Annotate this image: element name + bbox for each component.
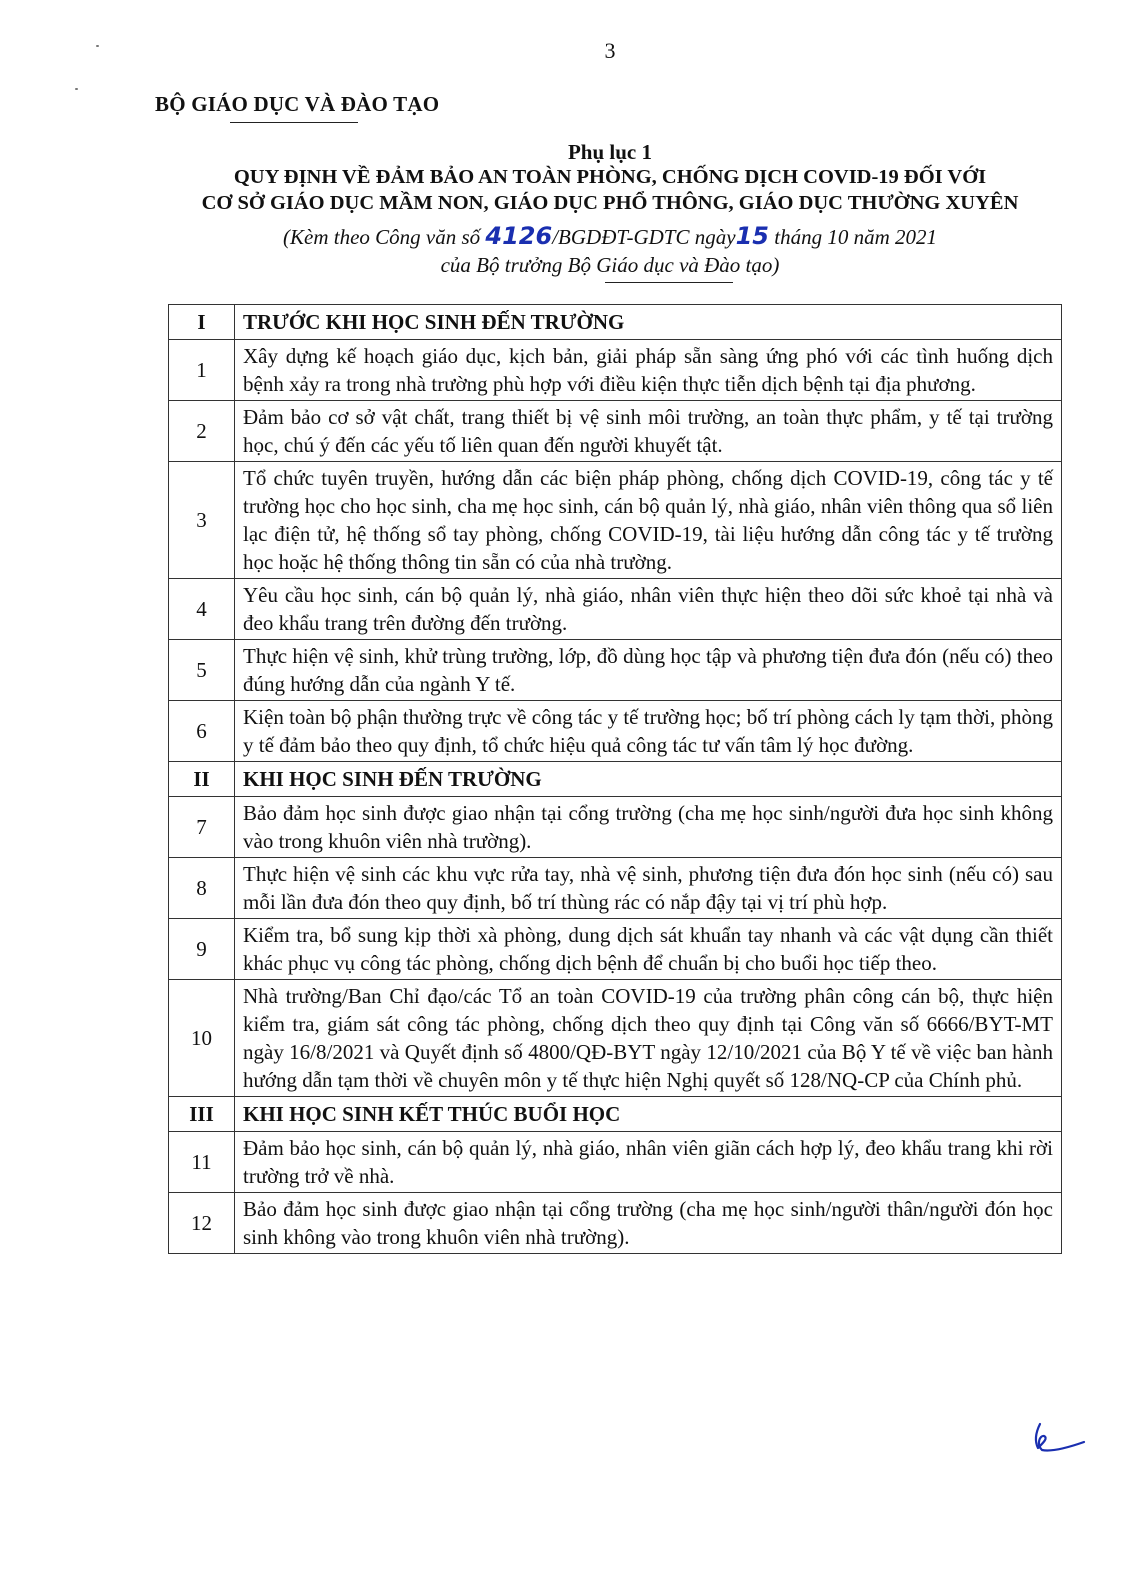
section-number: I xyxy=(169,305,235,340)
item-number: 12 xyxy=(169,1193,235,1254)
section-number: III xyxy=(169,1097,235,1132)
table-row xyxy=(169,462,1062,579)
table-row xyxy=(169,401,1062,462)
item-text: Thực hiện vệ sinh các khu vực rửa tay, nhà vệ sinh, phương tiện đưa đón học sinh (nếu có) sau mỗi lần đưa đón theo quy định, bố trí thùng rác có nắp đậy tại vị trí phù hợp. xyxy=(235,858,1062,919)
item-number: 6 xyxy=(169,701,235,762)
appendix-title-line-1: QUY ĐỊNH VỀ ĐẢM BẢO AN TOÀN PHÒNG, CHỐNG DỊCH COVID-19 ĐỐI VỚI xyxy=(233,166,987,188)
table-row xyxy=(169,797,1062,858)
item-number: 10 xyxy=(169,980,235,1097)
item-number: 11 xyxy=(169,1132,235,1193)
item-text: Tổ chức tuyên truyền, hướng dẫn các biện pháp phòng, chống dịch COVID-19, công tác y tế trường học cho học sinh, cha mẹ học sinh, cán bộ quản lý, nhà giáo, nhân viên thông qua sổ liên lạc điện tử, hệ thống sổ tay phòng, chống COVID-19, tài liệu hướng dẫn công tác y tế trường học hoặc hệ thống thông tin sẵn có của nhà trường. xyxy=(235,462,1062,579)
item-text: Kiện toàn bộ phận thường trực về công tác y tế trường học; bố trí phòng cách ly tạm thời, phòng y tế đảm bảo theo quy định, tổ chức hiệu quả công tác tư vấn tâm lý học đường. xyxy=(235,701,1062,762)
scan-speck xyxy=(96,45,99,47)
item-number: 2 xyxy=(169,401,235,462)
table-row xyxy=(169,919,1062,980)
table-row xyxy=(169,701,1062,762)
initials-signature xyxy=(1022,1418,1092,1458)
reference-suffix: tháng 10 năm 2021 xyxy=(768,225,937,249)
item-text: Nhà trường/Ban Chỉ đạo/các Tổ an toàn COVID-19 của trường phân công cán bộ, thực hiện kiểm tra, giám sát công tác phòng, chống dịch theo quy định tại Công văn số 6666/BYT-MT ngày 16/8/2021 và Quyết định số 4800/QĐ-BYT ngày 12/10/2021 của Bộ Y tế về việc ban hành hướng dẫn tạm thời về chuyên môn y tế thực hiện Nghị quyết số 128/NQ-CP của Chính phủ. xyxy=(235,980,1062,1097)
item-text: Xây dựng kế hoạch giáo dục, kịch bản, giải pháp sẵn sàng ứng phó với các tình huống dịch bệnh xảy ra trong nhà trường phù hợp với điều kiện thực tiễn dịch bệnh tại địa phương. xyxy=(235,340,1062,401)
appendix-title-line-2: CƠ SỞ GIÁO DỤC MẦM NON, GIÁO DỤC PHỔ THÔNG, GIÁO DỤC THƯỜNG XUYÊN xyxy=(201,192,1019,214)
item-text: Thực hiện vệ sinh, khử trùng trường, lớp, đồ dùng học tập và phương tiện đưa đón (nếu có) theo đúng hướng dẫn của ngành Y tế. xyxy=(235,640,1062,701)
section-row xyxy=(169,762,1062,797)
regulation-table xyxy=(168,304,1062,1254)
table-row xyxy=(169,579,1062,640)
item-number: 7 xyxy=(169,797,235,858)
section-number: II xyxy=(169,762,235,797)
section-title: KHI HỌC SINH KẾT THÚC BUỔI HỌC xyxy=(235,1097,1062,1132)
item-text: Đảm bảo cơ sở vật chất, trang thiết bị vệ sinh môi trường, an toàn thực phẩm, y tế tại trường học, chú ý đến các yếu tố liên quan đến người khuyết tật. xyxy=(235,401,1062,462)
table-row xyxy=(169,1193,1062,1254)
section-title: KHI HỌC SINH ĐẾN TRƯỜNG xyxy=(235,762,1062,797)
appendix-label: Phụ lục 1 xyxy=(567,140,653,164)
reference-line-2: của Bộ trưởng Bộ Giáo dục và Đào tạo) xyxy=(440,253,780,277)
item-text: Đảm bảo học sinh, cán bộ quản lý, nhà giáo, nhân viên giãn cách hợp lý, đeo khẩu trang khi rời trường trở về nhà. xyxy=(235,1132,1062,1193)
item-number: 3 xyxy=(169,462,235,579)
item-text: Yêu cầu học sinh, cán bộ quản lý, nhà giáo, nhân viên thực hiện theo dõi sức khoẻ tại nhà và đeo khẩu trang trên đường đến trường. xyxy=(235,579,1062,640)
item-text: Bảo đảm học sinh được giao nhận tại cổng trường (cha mẹ học sinh/người thân/người đón học sinh không vào trong khuôn viên nhà trường). xyxy=(235,1193,1062,1254)
table-row xyxy=(169,980,1062,1097)
item-number: 8 xyxy=(169,858,235,919)
item-number: 4 xyxy=(169,579,235,640)
reference-prefix: (Kèm theo Công văn số xyxy=(283,225,486,249)
handwritten-day: 15 xyxy=(735,222,769,250)
item-text: Kiểm tra, bổ sung kịp thời xà phòng, dung dịch sát khuẩn tay nhanh và các vật dụng cần thiết khác phục vụ công tác phòng, chống dịch bệnh để chuẩn bị cho buổi học tiếp theo. xyxy=(235,919,1062,980)
ministry-underline xyxy=(230,122,358,123)
table-row xyxy=(169,340,1062,401)
table-row xyxy=(169,858,1062,919)
item-text: Bảo đảm học sinh được giao nhận tại cổng trường (cha mẹ học sinh/người đưa học sinh không vào trong khuôn viên nhà trường). xyxy=(235,797,1062,858)
scan-speck xyxy=(75,88,78,90)
item-number: 9 xyxy=(169,919,235,980)
table-row xyxy=(169,640,1062,701)
reference-middle: /BGDĐT-GDTC ngày xyxy=(552,225,736,249)
reference-line-1 xyxy=(0,222,1145,250)
ministry-name: BỘ GIÁO DỤC VÀ ĐÀO TẠO xyxy=(155,92,440,116)
page-number: 3 xyxy=(604,38,616,63)
section-row xyxy=(169,1097,1062,1132)
reference-underline xyxy=(605,282,733,283)
handwritten-document-number: 4126 xyxy=(485,222,553,250)
section-title: TRƯỚC KHI HỌC SINH ĐẾN TRƯỜNG xyxy=(235,305,1062,340)
item-number: 5 xyxy=(169,640,235,701)
table-row xyxy=(169,1132,1062,1193)
item-number: 1 xyxy=(169,340,235,401)
section-row xyxy=(169,305,1062,340)
